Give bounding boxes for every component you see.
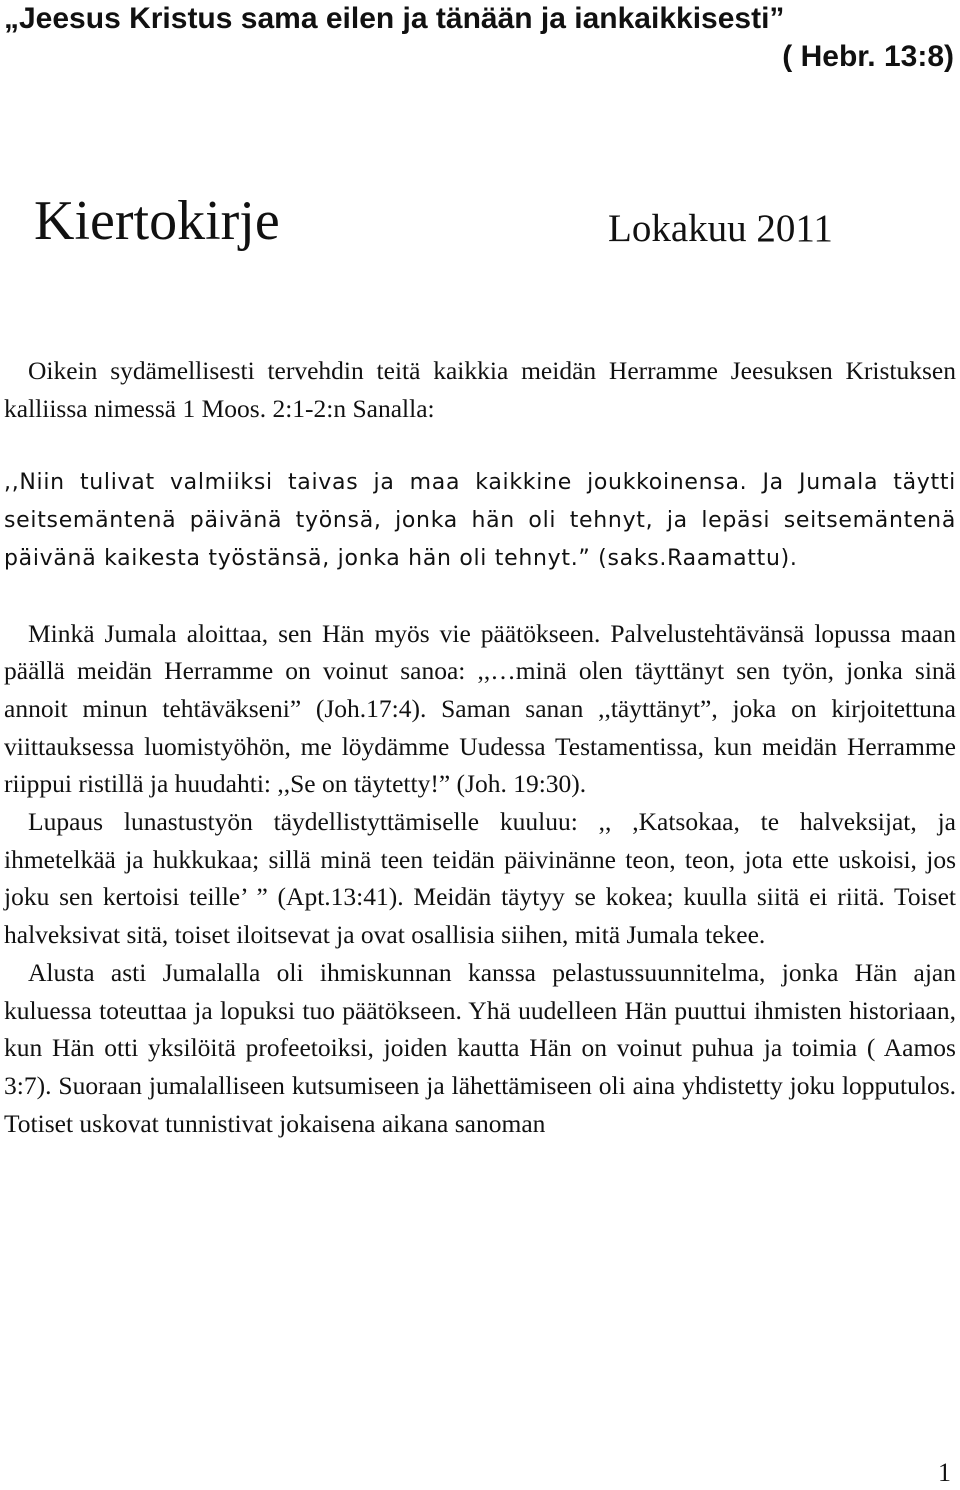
- greeting-paragraph: Oikein sydämellisesti tervehdin teitä kaikkia meidän Herramme Jeesuksen Kristuksen kalliissa nimessä 1 Moos. 2:1-2:n Sanalla:: [4, 356, 956, 423]
- bible-verse-motto: [4, 0, 954, 76]
- motto-text: „Jeesus Kristus sama eilen ja tänään ja iankaikkisesti”: [4, 2, 785, 35]
- page-number: 1: [938, 1458, 951, 1487]
- scripture-quote: ,,Niin tulivat valmiiksi taivas ja maa kaikkine joukkoinensa. Ja Jumala täytti seitsemäntenä päivänä työnsä, jonka hän oli tehnyt, ja lepäsi seitsemäntenä päivänä kaikesta työstänsä, jonka hän oli tehnyt.” (saks.Raamattu).: [4, 470, 956, 571]
- body-paragraph: Lupaus lunastustyön täydellistyttämiselle kuuluu: ,, ,Katsokaa, te halveksijat, ja ihmetelkää ja hukkukaa; sillä minä teen teidän päivinänne teon, teon, jota ette uskoisi, jos joku sen kertoisi teille’ ” (Apt.13:41). Meidän täytyy se kokea; kuulla siitä ei riitä. Toiset halveksivat sitä, toiset iloitsevat ja ovat osallisia siihen, mitä Jumala tekee.: [4, 807, 956, 950]
- letter-body: [4, 352, 956, 1142]
- issue-date: Lokakuu 2011: [608, 207, 833, 250]
- motto-reference: ( Hebr. 13:8): [782, 40, 954, 73]
- page-title: Kiertokirje: [34, 190, 280, 252]
- body-paragraph: Minkä Jumala aloittaa, sen Hän myös vie päätökseen. Palvelustehtävänsä lopussa maan päällä meidän Herramme on voinut sanoa: ,,…minä olen täyttänyt sen työn, jonka sinä annoit minun tehtäväkseni” (Joh.17:4). Saman sanan ,,täyttänyt”, joka on kirjoitettuna viittauksessa luomistyöhön, me löydämme Uudessa Testamentissa, kun meidän Herramme riippui ristillä ja huudahti: ,,Se on täytetty!” (Joh. 19:30).: [4, 618, 956, 799]
- body-paragraph: Alusta asti Jumalalla oli ihmiskunnan kanssa pelastussuunnitelma, jonka Hän ajan kuluessa toteuttaa ja lopuksi tuo päätökseen. Yhä uudelleen Hän puuttui ihmisten historiaan, kun Hän otti yksilöitä profeetoiksi, joiden kautta Hän on voinut puhua ja toimia ( Aamos 3:7). Suoraan jumalalliseen kutsumiseen ja lähettämiseen oli aina yhdistetty joku lopputulos. Totiset uskovat tunnistivat jokaisena aikana sanoman: [4, 957, 956, 1138]
